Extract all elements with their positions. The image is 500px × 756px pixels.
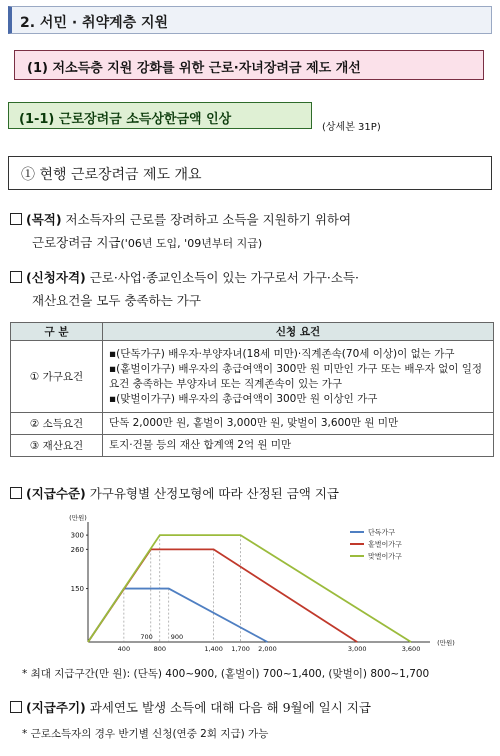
table-cell-value: 토지·건물 등의 재산 합계액 2억 원 미만 (103, 435, 494, 457)
x-tick-label: 900 (170, 633, 184, 641)
eligibility-text: 근로·사업·종교인소득이 있는 가구로서 가구·소득· (85, 270, 360, 285)
requirement-item: ▪(맞벌이가구) 배우자의 총급여액이 300만 원 이상인 가구 (109, 392, 378, 405)
y-tick-label: 150 (70, 585, 84, 594)
checkbox-icon (10, 213, 22, 225)
x-tick-label: 400 (117, 645, 131, 653)
chart-svg (60, 514, 500, 658)
purpose-line2-small: ('06년 도입, '09년부터 지급) (120, 237, 263, 250)
y-tick-label: 260 (70, 545, 84, 554)
purpose-paragraph (10, 208, 494, 255)
table-row (11, 413, 494, 435)
payment-chart (60, 514, 500, 658)
section-title: 2. 서민 · 취약계층 지원 (8, 6, 492, 34)
table-cell-key: ③ 재산요건 (11, 435, 103, 457)
purpose-tag: (목적) (26, 212, 62, 227)
table-row (11, 341, 494, 413)
table-header: 구 분 (11, 323, 103, 341)
legend-label: 단독가구 (368, 528, 396, 537)
checkbox-icon (10, 271, 22, 283)
checkbox-icon (10, 487, 22, 499)
legend-label: 홑벌이가구 (368, 540, 402, 549)
eligibility-paragraph (10, 266, 494, 312)
table-cell-value: 단독 2,000만 원, 홑벌이 3,000만 원, 맞벌이 3,600만 원 미만 (103, 413, 494, 435)
semiannual-note: * 근로소득자의 경우 반기별 신청(연중 2회 지급) 가능 (22, 728, 269, 740)
payment-level-tag: (지급수준) (26, 486, 86, 501)
requirements-table (10, 322, 494, 457)
y-axis-label: (만원) (69, 514, 87, 522)
x-axis-label: (만원) (437, 639, 455, 647)
series-line (88, 549, 357, 642)
requirement-item: ▪(홑벌이가구) 배우자의 총급여액이 300만 원 미만인 가구 또는 배우자 없이 일정 요건 충족하는 부양자녀 또는 직계존속이 있는 가구 (109, 362, 483, 390)
purpose-line2: 근로장려금 지급 (32, 235, 121, 250)
table-header-row (11, 323, 494, 341)
requirement-item: ▪(단독가구) 배우자·부양자녀(18세 미만)·직계존속(70세 이상)이 없는 가구 (109, 347, 455, 360)
payment-cycle-paragraph (10, 696, 494, 719)
payment-cycle-text: 과세연도 발생 소득에 대해 다음 해 9월에 일시 지급 (85, 700, 371, 715)
table-cell-key: ② 소득요건 (11, 413, 103, 435)
reference-note: (상세본 31P) (322, 122, 381, 133)
x-tick-label: 3,600 (401, 645, 421, 653)
purpose-text: 저소득자의 근로를 장려하고 소득을 지원하기 위하여 (61, 212, 352, 227)
eligibility-tag: (신청자격) (26, 270, 86, 285)
x-tick-label: 800 (153, 645, 166, 653)
payment-cycle-tag: (지급주기) (26, 700, 86, 715)
table-header: 신청 요건 (103, 323, 494, 341)
y-tick-label: 300 (70, 531, 84, 540)
subsection-title: (1-1) 근로장려금 소득상한금액 인상 (8, 102, 312, 129)
eligibility-line2: 재산요건을 모두 충족하는 가구 (32, 293, 201, 308)
max-range-note: * 최대 지급구간(만 원): (단독) 400~900, (홑벌이) 700~1,400, (맞벌이) 800~1,700 (22, 668, 430, 680)
payment-level-text: 가구유형별 산정모형에 따라 산정된 금액 지급 (85, 486, 340, 501)
x-tick-label: 1,400 (204, 645, 223, 653)
legend-label: 맞벌이가구 (368, 552, 402, 561)
subtitle-box: (1) 저소득층 지원 강화를 위한 근로·자녀장려금 제도 개선 (14, 50, 484, 80)
table-cell-key: ① 가구요건 (11, 341, 103, 413)
overview-title: ① 현행 근로장려금 제도 개요 (8, 156, 492, 190)
table-row (11, 435, 494, 457)
payment-level-paragraph (10, 482, 494, 505)
table-cell-value (103, 341, 494, 413)
checkbox-icon (10, 701, 22, 713)
x-tick-label: 2,000 (258, 645, 277, 653)
x-tick-label: 700 (140, 633, 153, 641)
x-tick-label: 3,000 (347, 645, 367, 653)
x-tick-label: 1,700 (231, 645, 250, 653)
